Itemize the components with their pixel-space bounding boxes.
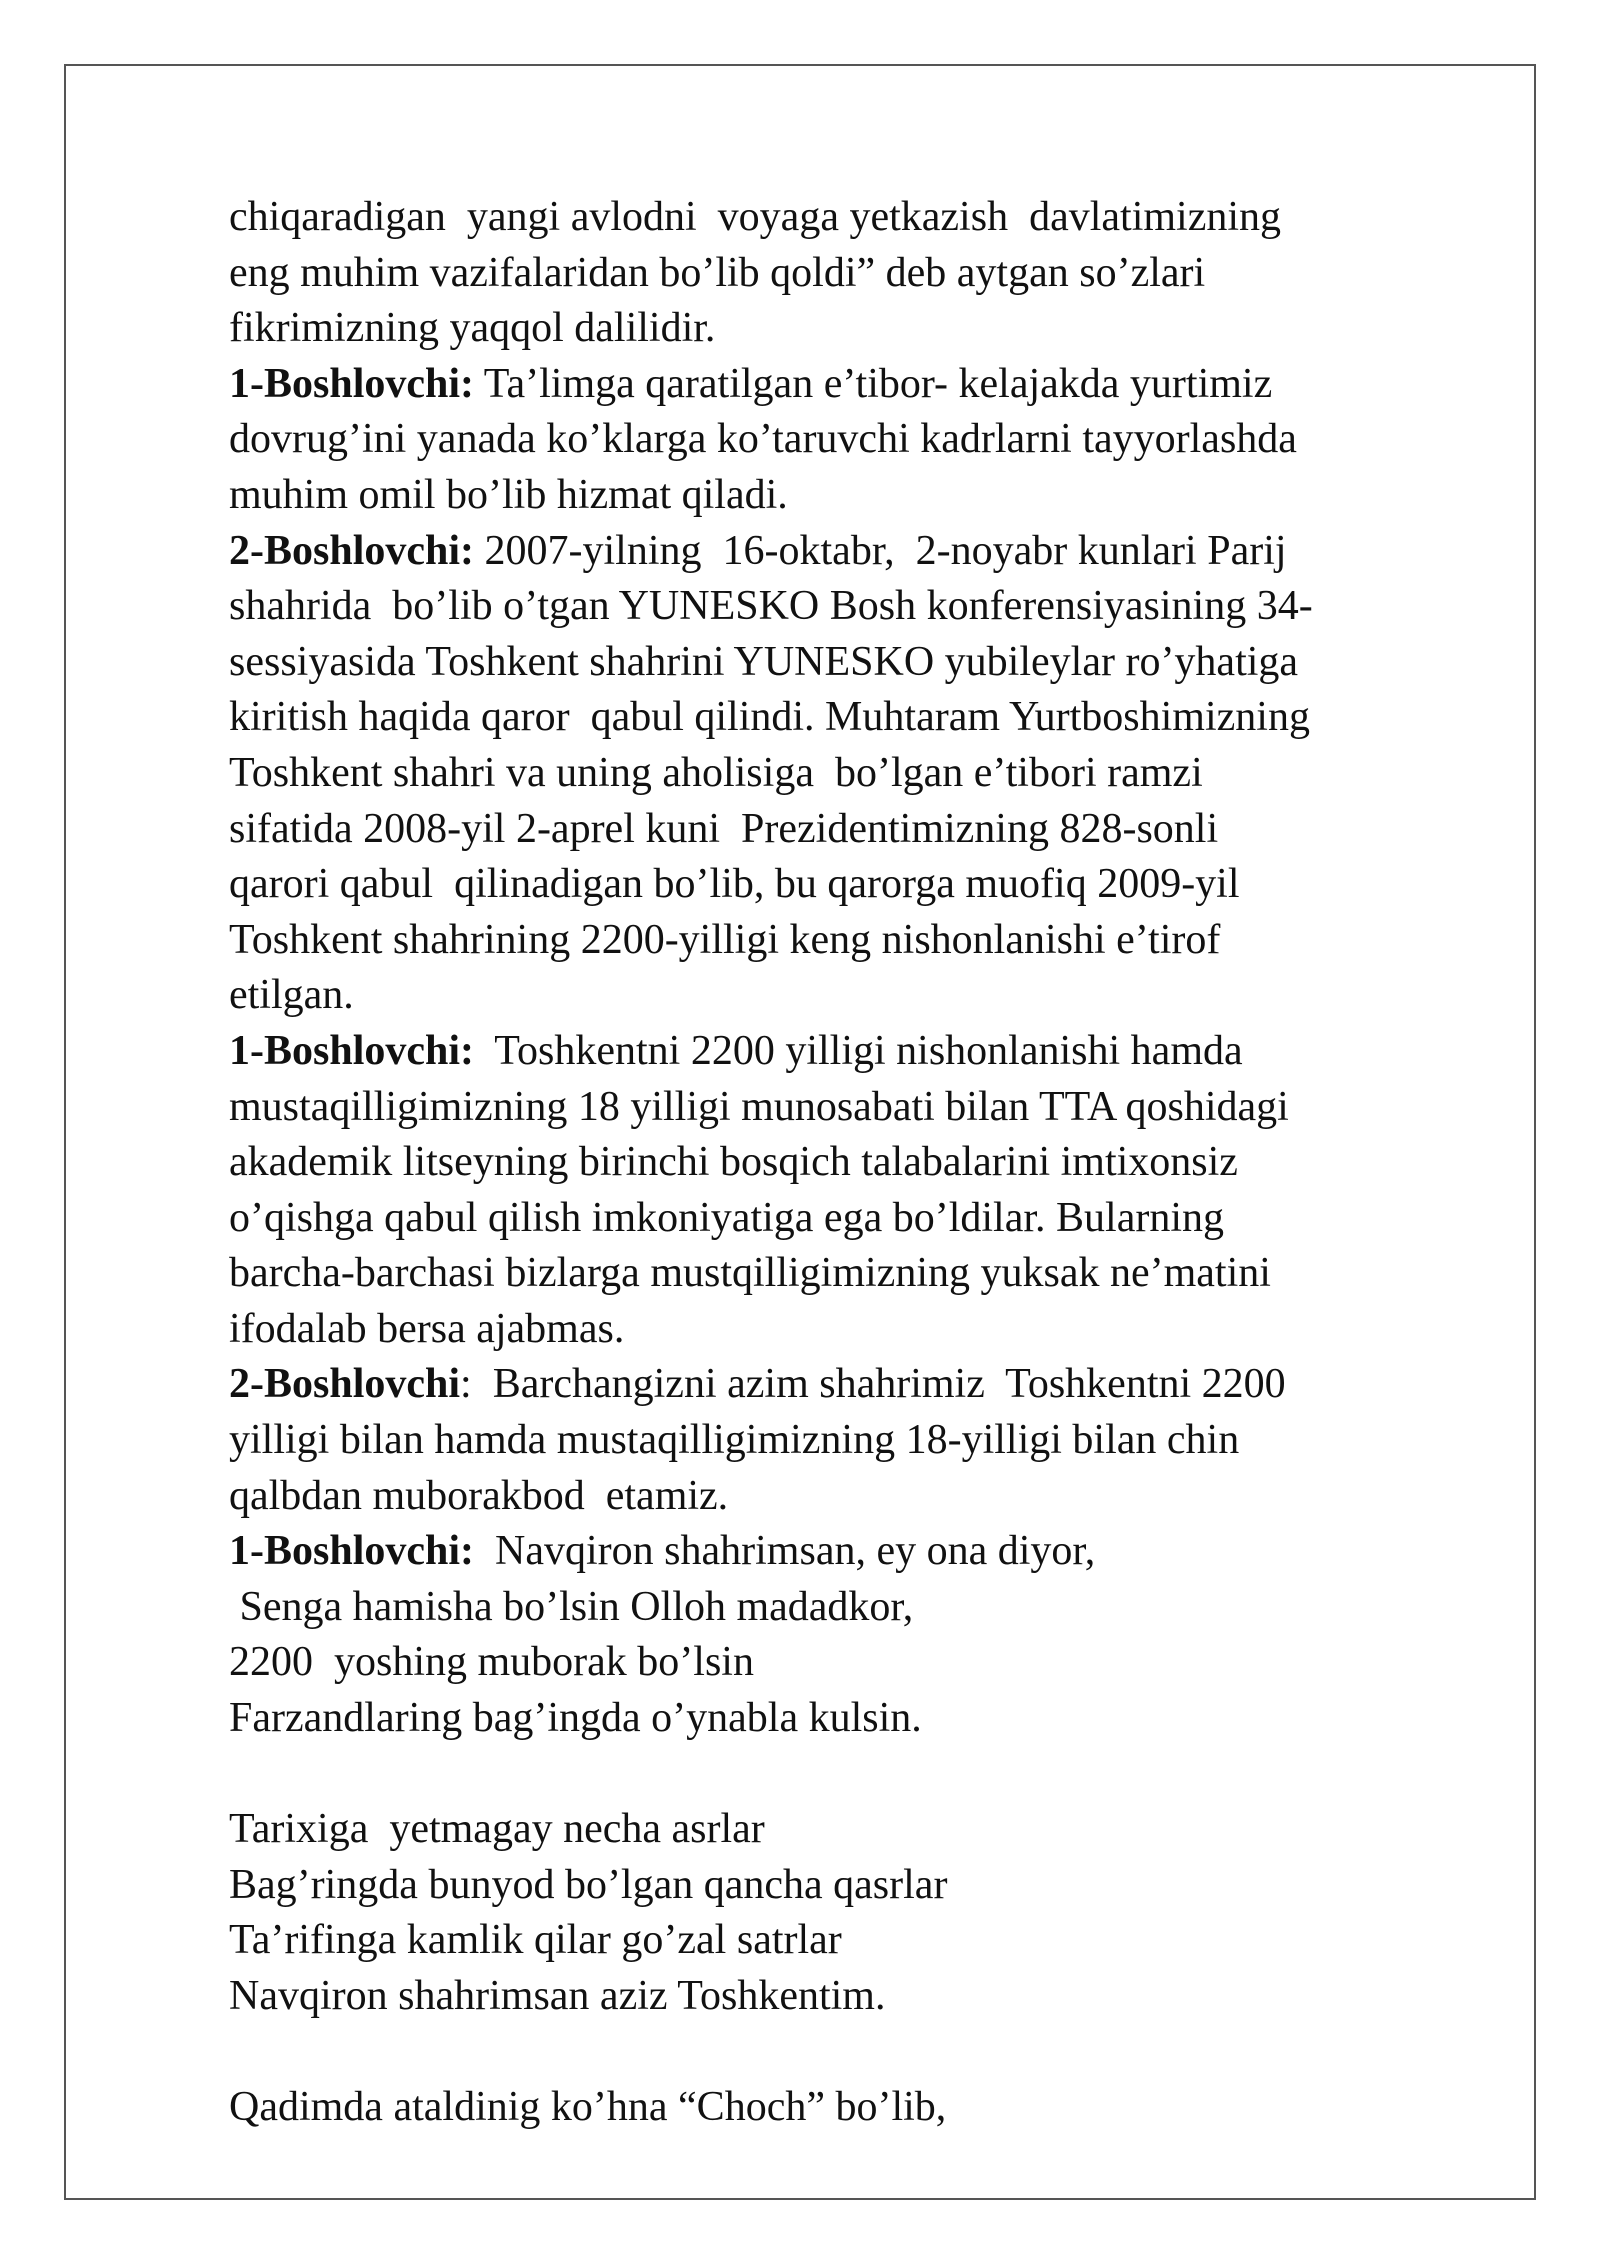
- text-line: barcha-barchasi bizlarga mustqilligimizning yuksak ne’matini: [229, 1250, 1271, 1297]
- text-line: muhim omil bo’lib hizmat qiladi.: [229, 471, 788, 518]
- poem-line: Bag’ringda bunyod bo’lgan qancha qasrlar: [229, 1861, 948, 1908]
- speaker-label: 2-Boshlovchi: [229, 1361, 461, 1408]
- text-line: Toshkent shahrining 2200-yilligi keng nishonlanishi e’tirof: [229, 916, 1221, 963]
- text-line: etilgan.: [229, 972, 354, 1019]
- speaker-label: 1-Boshlovchi:: [229, 1027, 475, 1074]
- text-line: sessiyasida Toshkent shahrini YUNESKO yubileylar ro’yhatiga: [229, 638, 1299, 685]
- stanza-break: [229, 1747, 1519, 1803]
- text-line: sifatida 2008-yil 2-aprel kuni Prezidentimizning 828-sonli: [229, 805, 1219, 852]
- text-line: Toshkent shahri va uning aholisiga bo’lgan e’tibori ramzi: [229, 749, 1203, 796]
- document-body: [229, 190, 1519, 2136]
- speaker-label: 1-Boshlovchi:: [229, 1528, 475, 1575]
- poem-line: Farzandlaring bag’ingda o’ynabla kulsin.: [229, 1695, 922, 1742]
- text-line: o’qishga qabul qilish imkoniyatiga ega bo’ldilar. Bularning: [229, 1194, 1224, 1241]
- text-line: chiqaradigan yangi avlodni voyaga yetkazish davlatimizning: [229, 194, 1282, 240]
- text-line: eng muhim vazifalaridan bo’lib qoldi” deb aytgan so’zlari: [229, 249, 1206, 296]
- text-line: fikrimizning yaqqol dalilidir.: [229, 305, 716, 352]
- text-line: yilligi bilan hamda mustaqilligimizning 18-yilligi bilan chin: [229, 1417, 1240, 1464]
- speaker-label: 1-Boshlovchi:: [229, 360, 475, 407]
- text-line: ifodalab bersa ajabmas.: [229, 1305, 625, 1352]
- poem-line: Qadimda ataldinig ko’hna “Choch” bo’lib,: [229, 2084, 947, 2131]
- speaker-line: 2-Boshlovchi: Barchangizni azim shahrimiz Toshkentni 2200: [229, 1361, 1286, 1408]
- speaker-line: 1-Boshlovchi: Navqiron shahrimsan, ey ona diyor,: [229, 1528, 1096, 1575]
- text-line: qarori qabul qilinadigan bo’lib, bu qarorga muofiq 2009-yil: [229, 861, 1240, 908]
- text-line: shahrida bo’lib o’tgan YUNESKO Bosh konferensiyasining 34-: [229, 583, 1313, 630]
- text-line: qalbdan muborakbod etamiz.: [229, 1472, 729, 1519]
- speaker-line: 1-Boshlovchi: Ta’limga qaratilgan e’tibor- kelajakda yurtimiz: [229, 360, 1273, 407]
- speaker-line: 2-Boshlovchi: 2007-yilning 16-oktabr, 2-noyabr kunlari Parij: [229, 527, 1287, 574]
- speaker-label: 2-Boshlovchi:: [229, 527, 475, 574]
- text-line: kiritish haqida qaror qabul qilindi. Muhtaram Yurtboshimizning: [229, 694, 1310, 741]
- poem-line: Ta’rifinga kamlik qilar go’zal satrlar: [229, 1917, 842, 1964]
- poem-line: 2200 yoshing muborak bo’lsin: [229, 1639, 754, 1686]
- stanza-break: [229, 2025, 1519, 2081]
- poem-line: Senga hamisha bo’lsin Olloh madadkor,: [229, 1583, 914, 1630]
- text-line: mustaqilligimizning 18 yilligi munosabati bilan TTA qoshidagi: [229, 1083, 1289, 1130]
- text-line: akademik litseyning birinchi bosqich talabalarini imtixonsiz: [229, 1139, 1238, 1186]
- poem-line: Navqiron shahrimsan aziz Toshkentim.: [229, 1973, 886, 2019]
- text-line: dovrug’ini yanada ko’klarga ko’taruvchi kadrlarni tayyorlashda: [229, 416, 1297, 463]
- speaker-line: 1-Boshlovchi: Toshkentni 2200 yilligi nishonlanishi hamda: [229, 1027, 1243, 1074]
- poem-line: Tarixiga yetmagay necha asrlar: [229, 1806, 765, 1853]
